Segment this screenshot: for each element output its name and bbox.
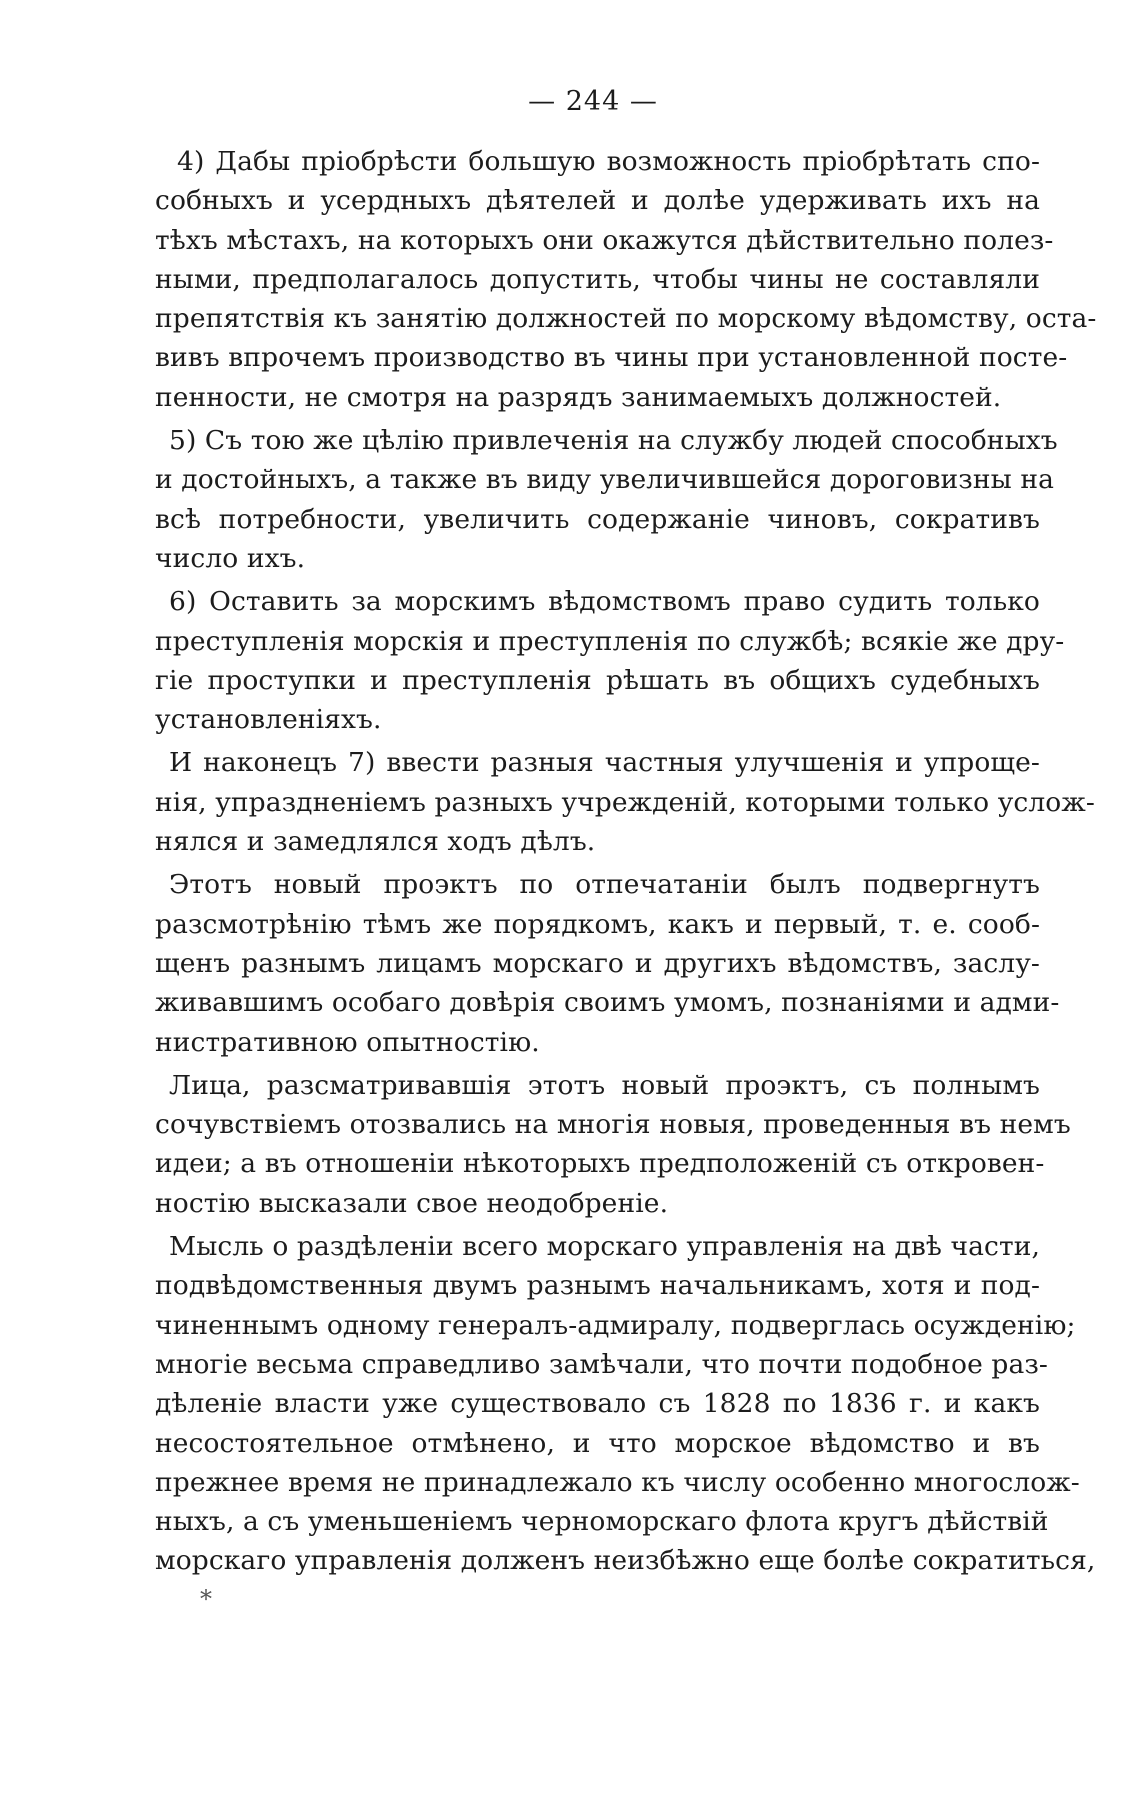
text-line: 6) Оставить за морскимъ вѣдомствомъ право судить только xyxy=(169,586,1040,618)
text-line: гіе проступки и преступленія рѣшать въ общихъ судебныхъ xyxy=(155,664,1040,696)
text-line: щенъ разнымъ лицамъ морскаго и другихъ вѣдомствъ, заслу- xyxy=(155,947,1040,979)
text-line: ностію высказали свое неодобреніе. xyxy=(155,1187,669,1219)
text-line: собныхъ и усердныхъ дѣятелей и долѣе удерживать ихъ на xyxy=(155,185,1040,217)
text-line: пенности, не смотря на разрядъ занимаемыхъ должностей. xyxy=(155,381,1002,413)
text-line: дѣленіе власти уже существовало съ 1828 по 1836 г. и какъ xyxy=(155,1388,1040,1420)
text-line: разсмотрѣнію тѣмъ же порядкомъ, какъ и первый, т. е. сооб- xyxy=(155,908,1040,940)
text-line: прежнее время не принадлежало къ числу особенно многослож- xyxy=(155,1466,1080,1498)
text-line: преступленія морскія и преступленія по службѣ; всякіе же дру- xyxy=(155,625,1065,657)
text-line: живавшимъ особаго довѣрія своимъ умомъ, познаніями и адми- xyxy=(155,987,1060,1019)
text-line: тѣхъ мѣстахъ, на которыхъ они окажутся дѣйствительно полез- xyxy=(155,224,1054,256)
paragraph-division xyxy=(155,1227,1096,1581)
page-number: — 244 — xyxy=(528,86,658,117)
text-line: препятствія къ занятію должностей по морскому вѣдомству, оста- xyxy=(155,303,1097,335)
text-line: нистративною опытностію. xyxy=(155,1026,540,1058)
text-line: чиненнымъ одному генералъ-адмиралу, подверглась осужденію; xyxy=(155,1309,1076,1341)
text-line: сочувствіемъ отозвались на многія новыя, проведенныя въ немъ xyxy=(155,1109,1071,1141)
text-line: 4) Дабы пріобрѣсти большую возможность пріобрѣтать спо- xyxy=(177,146,1040,177)
text-line: Этотъ новый проэктъ по отпечатаніи былъ подвергнутъ xyxy=(169,869,1040,901)
text-line: несостоятельное отмѣнено, и что морское вѣдомство и въ xyxy=(155,1427,1040,1459)
paragraph-new-project xyxy=(155,865,1060,1061)
paragraph-reviewers xyxy=(155,1066,1071,1223)
paragraph-7 xyxy=(155,743,1095,861)
text-line: идеи; а въ отношеніи нѣкоторыхъ предположеній съ откровен- xyxy=(155,1148,1045,1180)
text-line: ныхъ, а съ уменьшеніемъ черноморскаго флота кругъ дѣйствій xyxy=(155,1506,1049,1538)
paragraph-6 xyxy=(155,582,1065,739)
text-line: Мысль о раздѣленіи всего морскаго управленія на двѣ части, xyxy=(169,1231,1041,1263)
footer-asterisk: * xyxy=(200,1585,212,1613)
paragraph-5 xyxy=(155,421,1058,578)
text-line: установленіяхъ. xyxy=(155,704,382,736)
text-line: 5) Съ тою же цѣлію привлеченія на службу людей способныхъ xyxy=(169,425,1058,457)
text-line: вивъ впрочемъ производство въ чины при установленной посте- xyxy=(155,342,1068,374)
text-line: Лица, разсматривавшія этотъ новый проэктъ, съ полнымъ xyxy=(169,1069,1040,1101)
paragraph-4 xyxy=(155,142,1097,417)
text-line: число ихъ. xyxy=(155,542,306,574)
text-line: всѣ потребности, увеличить содержаніе чиновъ, сокративъ xyxy=(155,503,1040,535)
text-line: подвѣдомственныя двумъ разнымъ начальникамъ, хотя и под- xyxy=(155,1270,1040,1302)
text-line: нія, упраздненіемъ разныхъ учрежденій, которыми только услож- xyxy=(155,786,1095,818)
text-line: многіе весьма справедливо замѣчали, что почти подобное раз- xyxy=(155,1348,1048,1380)
text-line: ными, предполагалось допустить, чтобы чины не составляли xyxy=(155,263,1040,295)
text-line: и достойныхъ, а также въ виду увеличившейся дороговизны на xyxy=(155,464,1054,496)
page-body xyxy=(155,142,1097,1581)
text-line: И наконецъ 7) ввести разныя частныя улучшенія и упроще- xyxy=(169,747,1040,779)
text-line: нялся и замедлялся ходъ дѣлъ. xyxy=(155,826,596,858)
text-line: морскаго управленія долженъ неизбѣжно еще болѣе сократиться, xyxy=(155,1545,1096,1577)
